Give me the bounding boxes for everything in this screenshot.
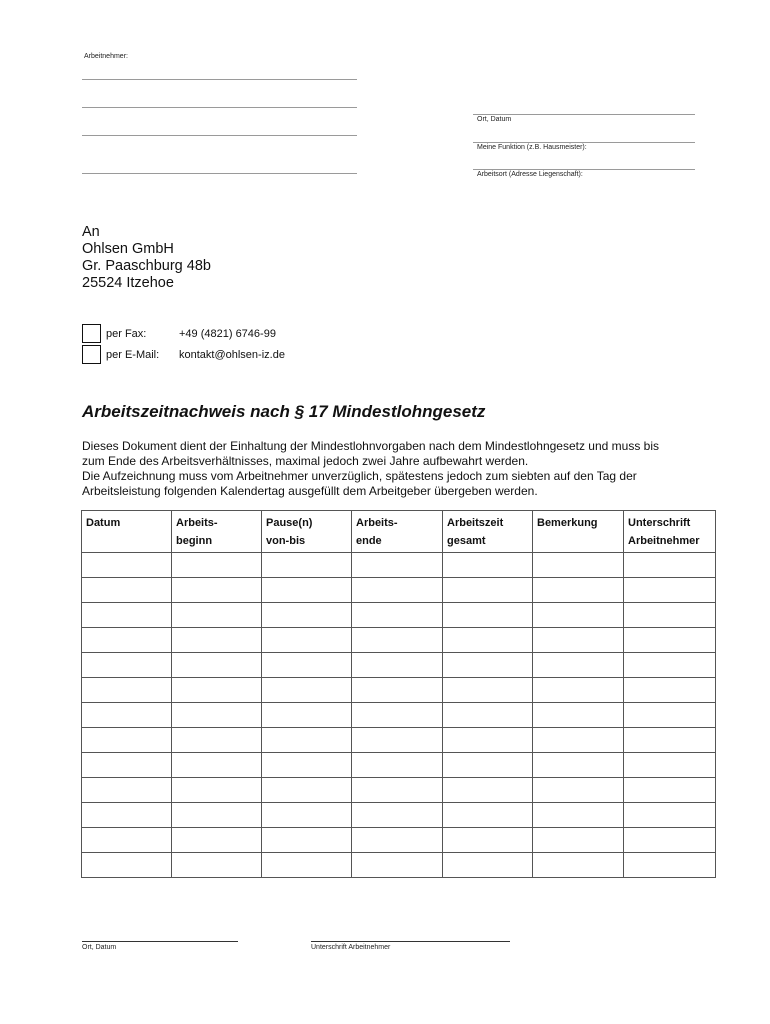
- table-cell[interactable]: [443, 803, 533, 828]
- table-cell[interactable]: [533, 778, 624, 803]
- footer-place-date-label: Ort, Datum: [82, 944, 117, 951]
- table-cell[interactable]: [533, 628, 624, 653]
- recipient-line-an: An: [82, 224, 100, 240]
- table-cell[interactable]: [172, 678, 262, 703]
- table-cell[interactable]: [443, 678, 533, 703]
- table-cell[interactable]: [172, 728, 262, 753]
- table-cell[interactable]: [624, 778, 716, 803]
- table-cell[interactable]: [352, 778, 443, 803]
- table-cell[interactable]: [352, 678, 443, 703]
- table-cell[interactable]: [352, 853, 443, 878]
- table-cell[interactable]: [352, 653, 443, 678]
- table-row: [82, 653, 716, 678]
- table-cell[interactable]: [533, 728, 624, 753]
- table-row: [82, 553, 716, 578]
- intro-line-3: Die Aufzeichnung muss vom Arbeitnehmer unverzüglich, spätestens jedoch zum siebten auf den Tag der: [82, 469, 637, 483]
- table-cell[interactable]: [443, 628, 533, 653]
- table-cell[interactable]: [443, 728, 533, 753]
- email-label: per E-Mail:: [106, 349, 160, 361]
- document-title: Arbeitszeitnachweis nach § 17 Mindestlohngesetz: [82, 402, 486, 421]
- table-cell[interactable]: [172, 628, 262, 653]
- table-cell[interactable]: [262, 728, 352, 753]
- table-cell[interactable]: [352, 753, 443, 778]
- table-cell[interactable]: [533, 553, 624, 578]
- table-cell[interactable]: [172, 803, 262, 828]
- table-cell[interactable]: [443, 853, 533, 878]
- table-cell[interactable]: [352, 603, 443, 628]
- table-cell[interactable]: [624, 853, 716, 878]
- table-cell[interactable]: [262, 653, 352, 678]
- table-body: [82, 553, 716, 878]
- fax-number: +49 (4821) 6746-99: [179, 328, 276, 340]
- table-cell[interactable]: [533, 828, 624, 853]
- function-line[interactable]: [473, 142, 695, 143]
- workplace-label: Arbeitsort (Adresse Liegenschaft):: [477, 171, 583, 178]
- table-cell[interactable]: [172, 753, 262, 778]
- table-cell[interactable]: [533, 603, 624, 628]
- email-address: kontakt@ohlsen-iz.de: [179, 349, 285, 361]
- footer-place-date-line[interactable]: [82, 941, 238, 942]
- table-row: [82, 603, 716, 628]
- col-header-arbeitszeit: Arbeitszeit gesamt: [443, 511, 533, 553]
- table-cell[interactable]: [624, 728, 716, 753]
- table-cell[interactable]: [352, 703, 443, 728]
- table-row: [82, 778, 716, 803]
- table-cell[interactable]: [262, 553, 352, 578]
- fax-checkbox[interactable]: [82, 324, 101, 343]
- employee-line-3[interactable]: [82, 135, 357, 136]
- col-header-bemerkung: Bemerkung: [533, 511, 624, 553]
- employee-line-1[interactable]: [82, 79, 357, 80]
- table-cell[interactable]: [262, 578, 352, 603]
- table-cell[interactable]: [262, 628, 352, 653]
- table-cell[interactable]: [82, 678, 172, 703]
- col-header-arbeitsende: Arbeits- ende: [352, 511, 443, 553]
- table-cell[interactable]: [352, 803, 443, 828]
- table-cell[interactable]: [624, 553, 716, 578]
- table-cell[interactable]: [82, 703, 172, 728]
- table-cell[interactable]: [443, 653, 533, 678]
- table-cell[interactable]: [443, 753, 533, 778]
- table-cell[interactable]: [82, 778, 172, 803]
- table-cell[interactable]: [624, 603, 716, 628]
- table-cell[interactable]: [533, 753, 624, 778]
- table-cell[interactable]: [82, 603, 172, 628]
- table-cell[interactable]: [624, 653, 716, 678]
- place-date-label: Ort, Datum: [477, 116, 512, 123]
- table-cell[interactable]: [82, 728, 172, 753]
- table-cell[interactable]: [533, 578, 624, 603]
- table-cell[interactable]: [82, 853, 172, 878]
- table-cell[interactable]: [262, 603, 352, 628]
- table-cell[interactable]: [443, 603, 533, 628]
- table-cell[interactable]: [172, 828, 262, 853]
- table-header-row: [82, 511, 716, 553]
- recipient-city: 25524 Itzehoe: [82, 275, 174, 291]
- workplace-line[interactable]: [473, 169, 695, 170]
- table-row: [82, 828, 716, 853]
- recipient-company: Ohlsen GmbH: [82, 241, 174, 257]
- table-cell[interactable]: [352, 828, 443, 853]
- fax-label: per Fax:: [106, 328, 147, 340]
- place-date-line[interactable]: [473, 114, 695, 115]
- table-cell[interactable]: [172, 553, 262, 578]
- table-cell[interactable]: [82, 553, 172, 578]
- table-row: [82, 853, 716, 878]
- table-cell[interactable]: [624, 828, 716, 853]
- table-cell[interactable]: [624, 703, 716, 728]
- col-header-arbeitsbeginn: Arbeits- beginn: [172, 511, 262, 553]
- footer-signature-line[interactable]: [311, 941, 510, 942]
- table-cell[interactable]: [172, 578, 262, 603]
- table-row: [82, 628, 716, 653]
- table-cell[interactable]: [352, 628, 443, 653]
- table-cell[interactable]: [172, 603, 262, 628]
- table-cell[interactable]: [82, 653, 172, 678]
- table-cell[interactable]: [262, 678, 352, 703]
- table-cell[interactable]: [533, 678, 624, 703]
- table-cell[interactable]: [533, 703, 624, 728]
- intro-line-4: Arbeitsleistung folgenden Kalendertag ausgefüllt dem Arbeitgeber übergeben werden.: [82, 484, 538, 498]
- employee-line-4[interactable]: [82, 173, 357, 174]
- table-cell[interactable]: [533, 803, 624, 828]
- intro-line-2: zum Ende des Arbeitsverhältnisses, maximal jedoch zwei Jahre aufbewahrt werden.: [82, 454, 529, 468]
- table-cell[interactable]: [533, 853, 624, 878]
- employee-line-2[interactable]: [82, 107, 357, 108]
- table-cell[interactable]: [82, 828, 172, 853]
- table-cell[interactable]: [624, 678, 716, 703]
- recipient-address: [82, 224, 211, 292]
- table-cell[interactable]: [533, 653, 624, 678]
- table-cell[interactable]: [443, 553, 533, 578]
- table-cell[interactable]: [443, 703, 533, 728]
- table-cell[interactable]: [262, 828, 352, 853]
- col-header-unterschrift: Unterschrift Arbeitnehmer: [624, 511, 716, 553]
- intro-line-1: Dieses Dokument dient der Einhaltung der Mindestlohnvorgaben nach dem Mindestlohngesetz und muss bis: [82, 439, 660, 453]
- table-cell[interactable]: [262, 778, 352, 803]
- table-cell[interactable]: [172, 778, 262, 803]
- footer-signature-label: Unterschrift Arbeitnehmer: [311, 944, 391, 951]
- table-cell[interactable]: [172, 653, 262, 678]
- table-cell[interactable]: [443, 778, 533, 803]
- table-cell[interactable]: [262, 853, 352, 878]
- table-cell[interactable]: [443, 578, 533, 603]
- table-cell[interactable]: [172, 853, 262, 878]
- table-cell[interactable]: [82, 753, 172, 778]
- table-cell[interactable]: [352, 553, 443, 578]
- table-cell[interactable]: [624, 753, 716, 778]
- email-checkbox[interactable]: [82, 345, 101, 364]
- table-cell[interactable]: [352, 578, 443, 603]
- table-cell[interactable]: [262, 803, 352, 828]
- table-cell[interactable]: [352, 728, 443, 753]
- table-row: [82, 728, 716, 753]
- col-header-pausen: Pause(n) von-bis: [262, 511, 352, 553]
- table-cell[interactable]: [624, 628, 716, 653]
- table-cell[interactable]: [624, 803, 716, 828]
- table-row: [82, 703, 716, 728]
- table-cell[interactable]: [443, 828, 533, 853]
- employee-label: Arbeitnehmer:: [84, 53, 128, 60]
- col-header-datum: Datum: [82, 511, 172, 553]
- timesheet-table: [81, 510, 716, 878]
- table-cell[interactable]: [82, 803, 172, 828]
- table-row: [82, 803, 716, 828]
- table-cell[interactable]: [82, 628, 172, 653]
- table-row: [82, 753, 716, 778]
- recipient-street: Gr. Paaschburg 48b: [82, 258, 211, 274]
- table-cell[interactable]: [624, 578, 716, 603]
- intro-paragraph: [82, 439, 659, 499]
- table-cell[interactable]: [262, 703, 352, 728]
- table-cell[interactable]: [262, 753, 352, 778]
- function-label: Meine Funktion (z.B. Hausmeister):: [477, 144, 587, 151]
- table-row: [82, 578, 716, 603]
- table-cell[interactable]: [172, 703, 262, 728]
- table-cell[interactable]: [82, 578, 172, 603]
- table-row: [82, 678, 716, 703]
